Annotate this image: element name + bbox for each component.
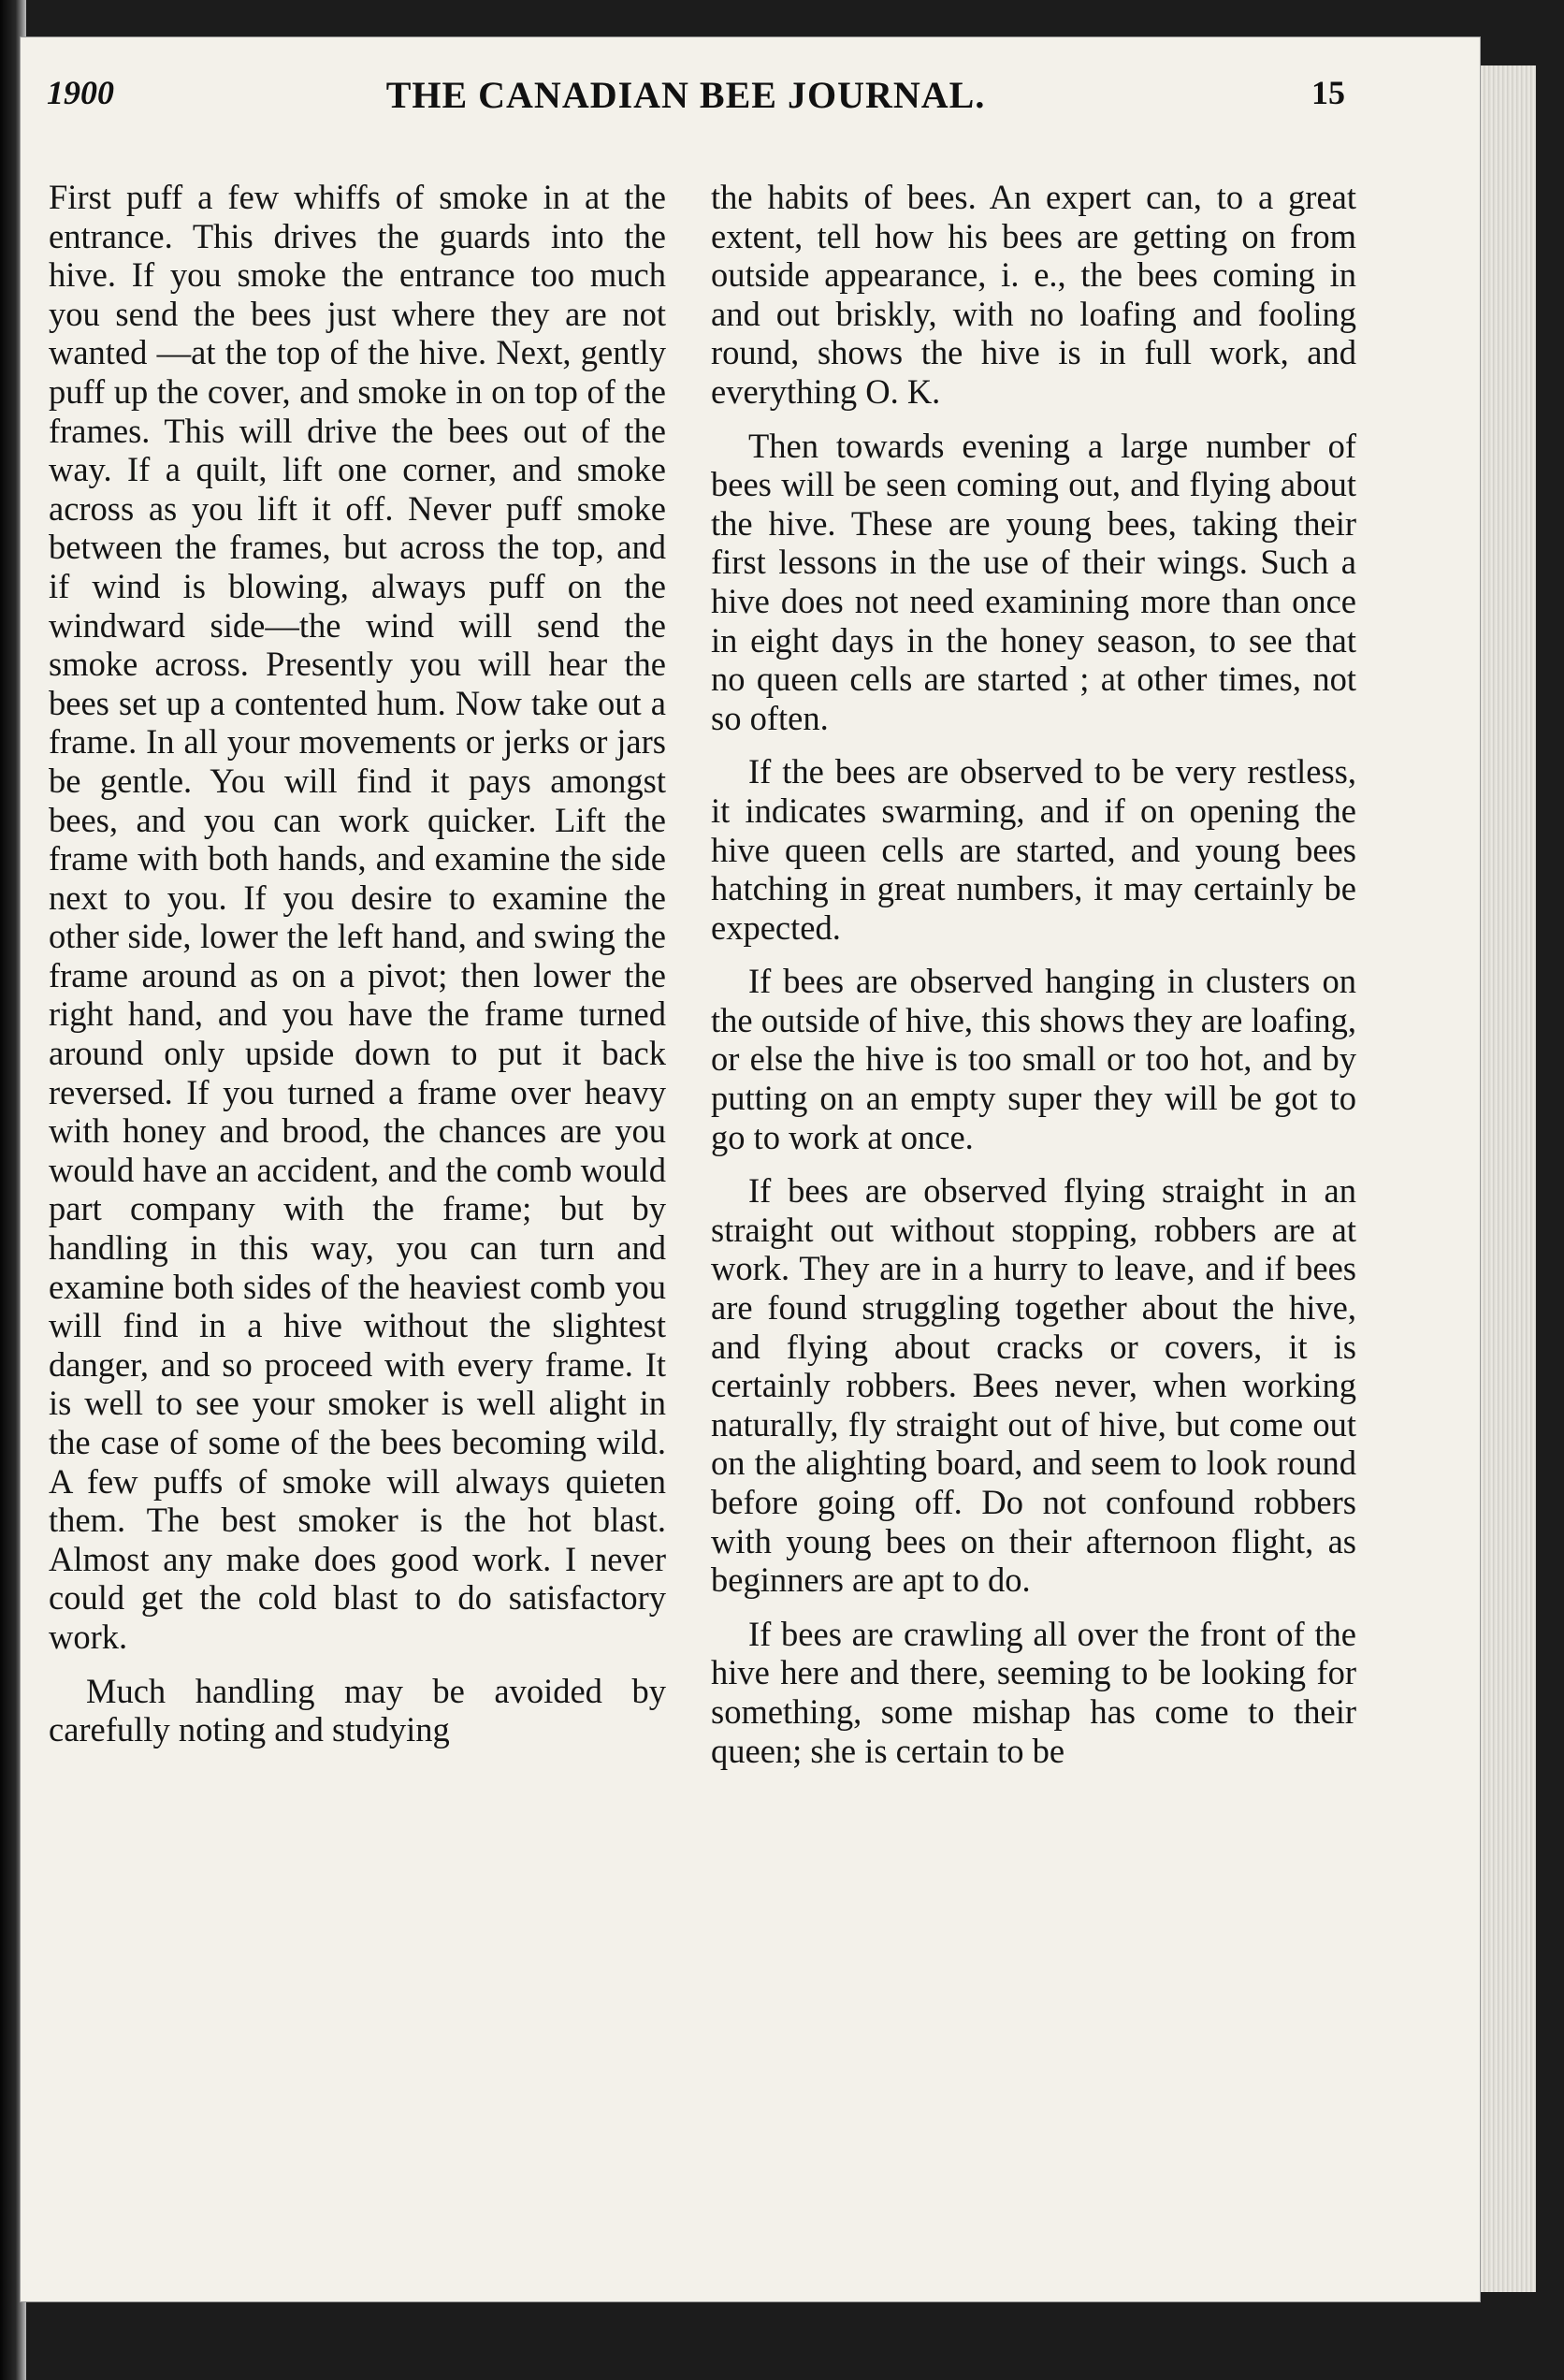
header-title: THE CANADIAN BEE JOURNAL. bbox=[385, 74, 986, 116]
right-paragraph-6: If bees are crawling all over the front of the hive here and there, seeming to be looking for something, some mishap has come to their queen; she is certain to be bbox=[711, 1614, 1356, 1770]
page-edges bbox=[1480, 65, 1536, 2292]
right-column bbox=[711, 178, 1356, 1785]
running-header bbox=[26, 73, 1345, 133]
right-paragraph-4: If bees are observed hanging in clusters on the outside of hive, this shows they are loafing, or else the hive is too small or too hot, and by putting on an empty super they will be got to go to work at once. bbox=[711, 962, 1356, 1156]
right-paragraph-5: If bees are observed flying straight in an straight out without stopping, robbers are at work. They are in a hurry to leave, and if bees are found struggling together about the hive, and flying about cracks or covers, it is certainly robbers. Bees never, when working naturally, fly straight out of hive, but come out on the alighting board, and seem to look round before going off. Do not confound robbers with young bees on their afternoon flight, as beginners are apt to do. bbox=[711, 1171, 1356, 1600]
right-paragraph-2: Then towards evening a large number of bees will be seen coming out, and flying about the hive. These are young bees, taking their first lessons in the use of their wings. Such a hive does not need examining more than once in eight days in the honey season, to see that no queen cells are started ; at other times, not so often. bbox=[711, 426, 1356, 737]
right-paragraph-1: the habits of bees. An expert can, to a great extent, tell how his bees are getting on from outside appearance, i. e., the bees coming in and out briskly, with no loafing and fooling round, shows the hive is in full work, and everything O. K. bbox=[711, 178, 1356, 411]
header-year: 1900 bbox=[47, 74, 114, 111]
left-paragraph-1: First puff a few whiffs of smoke in at the entrance. This drives the guards into the hive. If you smoke the entrance too much you send the bees just where they are not wanted —at the top of the hive. Next, gently puff up the cover, and smoke in on top of the frames. This will drive the bees out of the way. If a quilt, lift one corner, and smoke across as you lift it off. Never puff smoke between the frames, but across the top, and if wind is blowing, always puff on the windward side—the wind will send the smoke across. Presently you will hear the bees set up a contented hum. Now take out a frame. In all your movements or jerks or jars be gentle. You will find it pays amongst bees, and you can work quicker. Lift the frame with both hands, and examine the side next to you. If you desire to examine the other side, lower the left hand, and swing the frame around as on a pivot; then lower the right hand, and you have the frame turned around only upside down to put it back reversed. If you turned a frame over heavy with honey and brood, the chances are you would have an accident, and the comb would part company with the frame; but by handling in this way, you can turn and examine both sides of the heaviest comb you will find in a hive without the slightest danger, and so proceed with every frame. It is well to see your smoker is well alight in the case of some of the bees becoming wild. A few puffs of smoke will always quieten them. The best smoker is the hot blast. Almost any make does good work. I never could get the cold blast to do satisfactory work. bbox=[49, 178, 666, 1656]
left-column bbox=[49, 178, 666, 1764]
page-number: 15 bbox=[1311, 74, 1345, 111]
left-paragraph-2: Much handling may be avoided by carefully noting and studying bbox=[49, 1671, 666, 1749]
right-paragraph-3: If the bees are observed to be very restless, it indicates swarming, and if on opening the hive queen cells are started, and young bees hatching in great numbers, it may certainly be expected. bbox=[711, 752, 1356, 947]
